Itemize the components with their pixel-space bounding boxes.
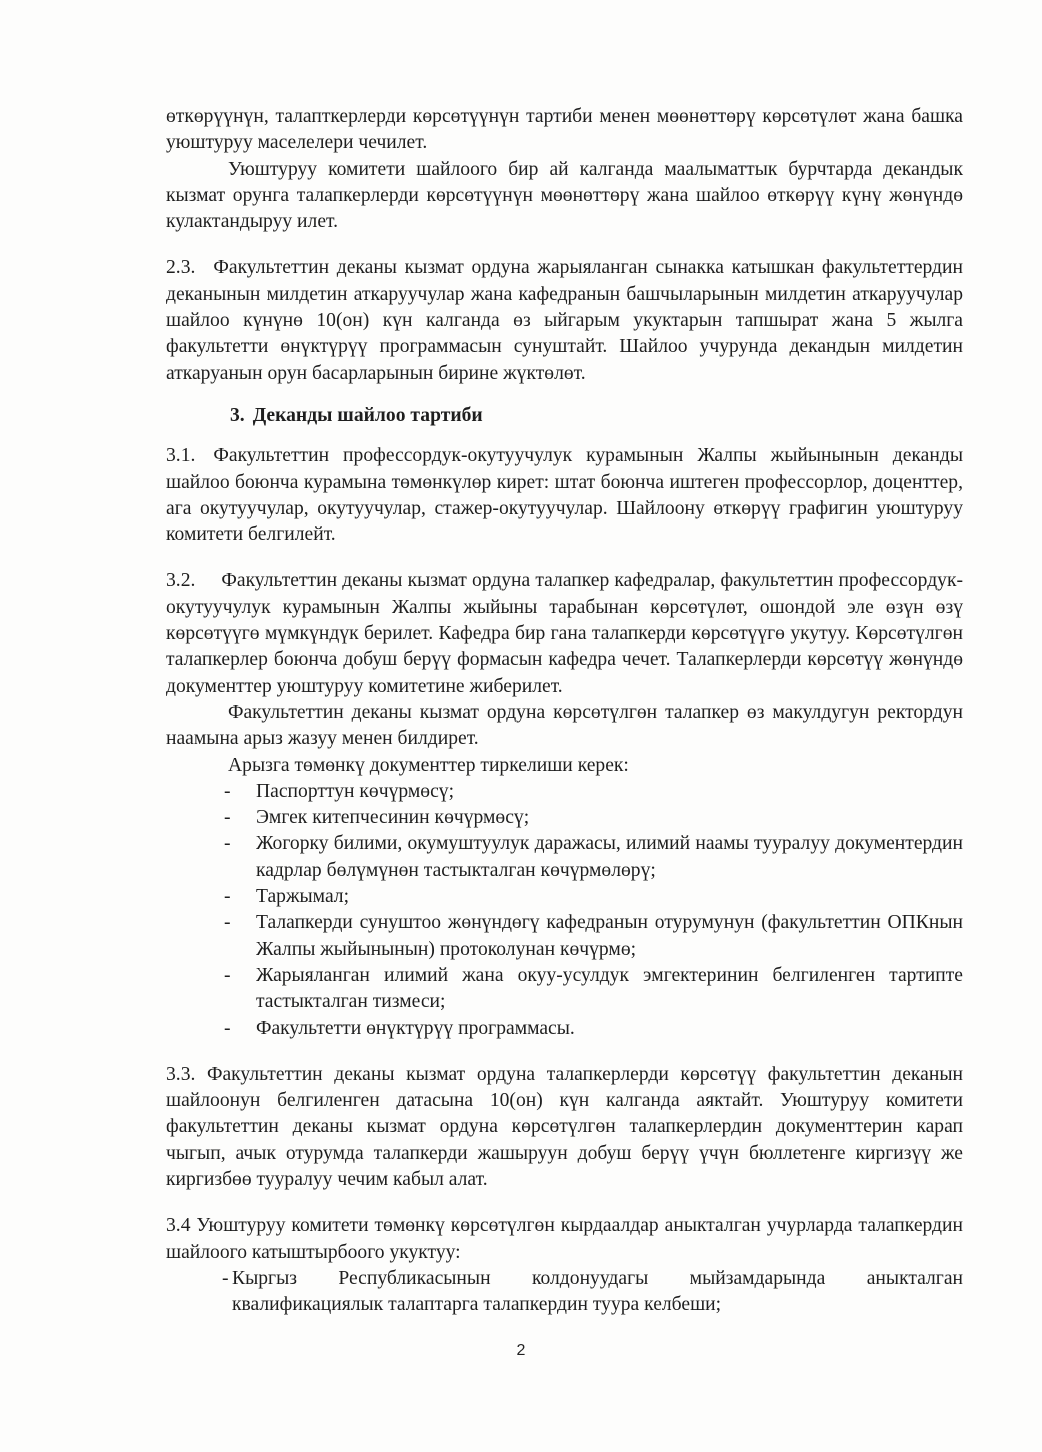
list-item: - Таржымал; [166,884,963,910]
section-3-1 [166,443,963,548]
documents-list-intro: Арызга төмөнкү документтер тиркелиши керек: [228,754,629,776]
section-3-4: 3.4 Уюштуруу комитети төмөнкү көрсөтүлгөн кырдаалдар аныкталган учурларда талапкердин шайлоого катыштырбоого укуктуу: [166,1215,963,1263]
document-body [166,104,963,1318]
list-item: - Эмгек китепчесинин көчүрмөсү; [166,805,963,831]
section-3-2 [166,568,963,699]
list-item: - Жарыяланган илимий жана окуу-усулдук эмгектеринин белгиленген тартипте тастыкталган тизмеси; [224,964,963,1013]
section-text: Факультеттин деканы кызмат ордуна талапкер кафедралар, факультеттин профессордук-окутуучулук курамынын Жалпы жыйыны тарабынан көрсөтүлөт, ошондой эле өзүн өзү көрсөтүүгө мүмкүндүк берилет. Кафедра бир гана талапкерди көрсөтүүгө укутуу. Көрсөтүлгөн талапкерлер боюнча добуш берүү формасын кафедра чечет. Талапкерлерди көрсөтүү жөнүндө документтер уюштуруу комитетине жиберилет. [166,570,963,697]
documents-list [166,779,963,1042]
dash-marker: - [222,1267,229,1289]
list-item: - Жогорку билими, окумуштуулук даражасы, илимий наамы тууралуу документердин кадрлар бөлүмүнөн тастыкталган көчүрмөлөрү; [224,833,963,881]
section-3-3: 3.3. Факультеттин деканы кызмат ордуна талапкерлерди көрсөтүү факультеттин деканын шайлоонун белгиленген датасына 10(он) күн калганда аяктайт. Уюштуруу комитети факультеттин деканы кызмат ордуна көрсөтүлгөн талапкерлердин документтерин карап чыгып, ачык отурумда талапкерди жашыруун добуш берүү үчүн бюллетенге киргизүү же киргизбөө тууралуу чечим кабыл алат. [166,1063,963,1190]
list-item: - Паспорттун көчүрмөсү; [166,779,963,805]
dash-marker: - [224,807,231,829]
dash-marker: - [224,964,231,986]
paragraph-announcement: Уюштуруу комитети шайлоого бир ай калганда маалыматтык бурчтарда декандык кызмат орунга талапкерлерди көрсөтүүнүн мөөнөттөрү жана шайлоо өткөрүү күнү жөнүндө кулактандыруу илет. [166,158,963,233]
dash-marker: - [224,780,231,802]
section-heading [230,403,963,429]
section-number: 3.1. [166,445,196,467]
section-2-3 [166,255,963,386]
list-item: - Талапкерди сунуштоо жөнүндөгү кафедранын отурумунун (факультеттин ОПКнын Жалпы жыйынынын) протоколунан көчүрмө; [224,912,963,960]
exclusion-list [166,1266,963,1319]
heading-number: 3. [230,404,245,426]
dash-marker: - [224,886,231,908]
heading-title: Деканды шайлоо тартиби [252,404,483,426]
dash-marker: - [224,912,231,934]
dash-marker: - [224,833,231,855]
section-number: 2.3. [166,257,196,279]
dash-marker: - [224,1017,231,1039]
section-text: Факультеттин деканы кызмат ордуна жарыяланган сынакка катышкан факультеттердин деканынын милдетин аткаруучулар жана кафедранын башчыларынын милдетин аткаруучулар шайлоо күнүнө 10(он) күн калганда өз ыйгарым укуктарын тапшырат жана 5 жылга факультетти өнүктүрүү программасын сунуштайт. Шайлоо учурунда декандын милдетин аткаруанын орун басарларынын бирине жүктөлөт. [166,257,963,384]
list-item: - Факультетти өнүктүрүү программасы. [166,1016,963,1042]
page-number: 2 [516,1342,526,1359]
section-3-2-consent: Факультеттин деканы кызмат ордуна көрсөтүлгөн талапкер өз макулдугун ректордун наамына арыз жазуу менен билдирет. [166,701,963,750]
paragraph-continuation: өткөрүүнүн, талапткерлерди көрсөтүүнүн тартиби менен мөөнөттөрү көрсөтүлөт жана башка уюштуруу маселелери чечилет. [166,106,963,154]
section-text: Факультеттин профессордук-окутуучулук курамынын Жалпы жыйынынын деканды шайлоо боюнча курамына төмөнкүлөр кирет: штат боюнча иштеген профессорлор, доценттер, ага окутуучулар, окутуучулар, стажер-окутуучулар. Шайлоону өткөрүү графигин уюштуруу комитети белгилейт. [166,445,963,546]
list-item: - Кыргыз Республикасынын колдонуудагы мыйзамдарында аныкталган квалификациялык талаптарга талапкердин туура келбеши; [222,1267,963,1316]
section-number: 3.2. [166,570,196,592]
